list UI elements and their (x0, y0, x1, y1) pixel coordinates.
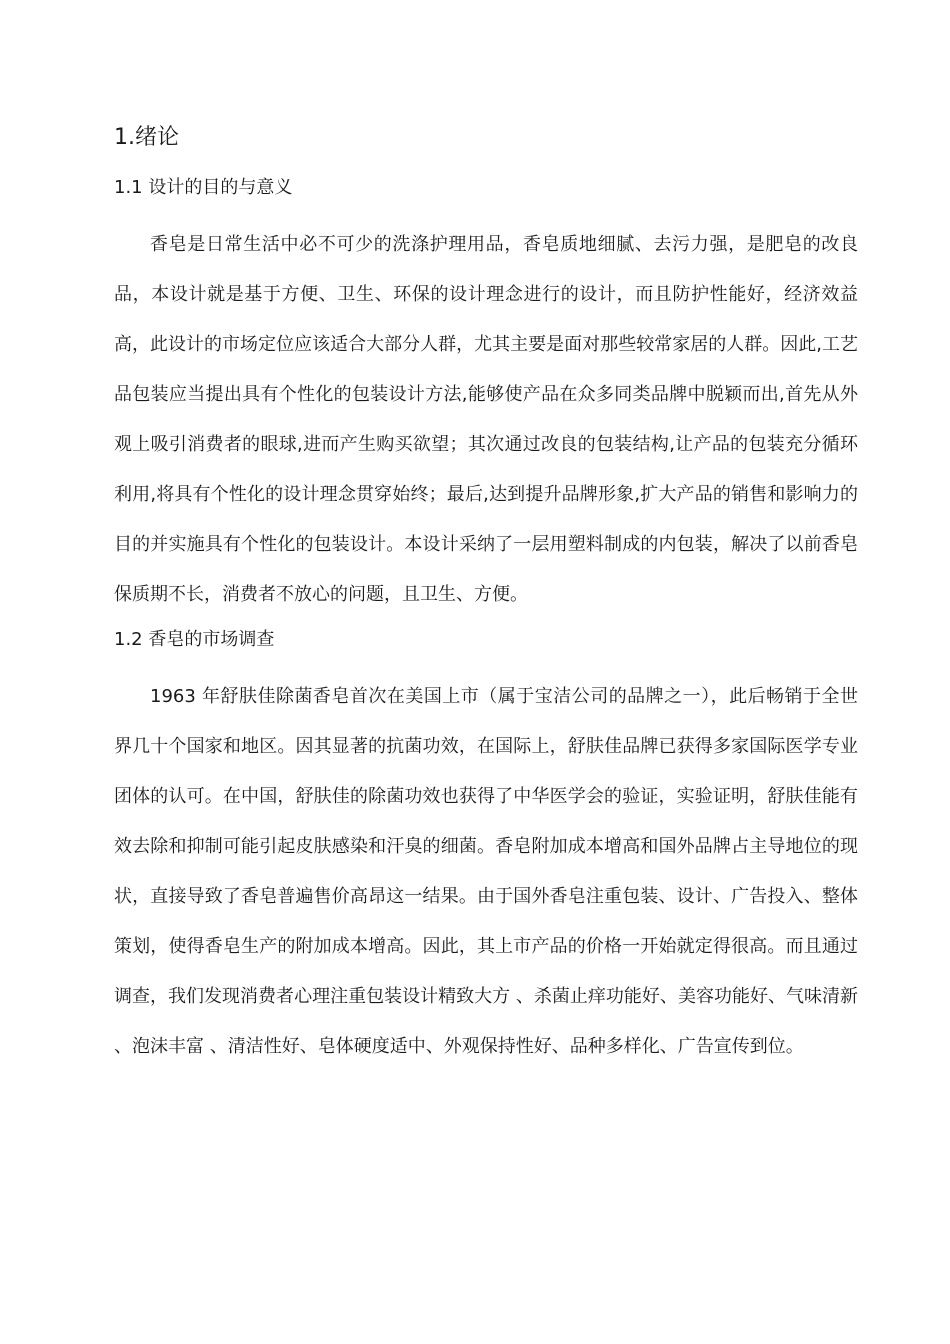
chapter-title: 1.绪论 (114, 125, 179, 150)
section-heading-1-1: 1.1 设计的目的与意义 (114, 177, 293, 198)
section-paragraph-1-2: 1963 年舒肤佳除菌香皂首次在美国上市（属于宝洁公司的品牌之一），此后畅销于全世界几十个国家和地区。因其显著的抗菌功效，在国际上，舒肤佳品牌已获得多家国际医学专业团体的认可。在中国，舒肤佳的除菌功效也获得了中华医学会的验证，实验证明，舒肤佳能有效去除和抑制可能引起皮肤感染和汗臭的细菌。香皂附加成本增高和国外品牌占主导地位的现状，直接导致了香皂普遍售价高昂这一结果。由于国外香皂注重包装、设计、广告投入、整体策划，使得香皂生产的附加成本增高。因此，其上市产品的价格一开始就定得很高。而且通过调查，我们发现消费者心理注重包装设计精致大方 、杀菌止痒功能好、美容功能好、气味清新 、泡沫丰富 、清洁性好、皂体硬度适中、外观保持性好、品种多样化、广告宣传到位。 (114, 686, 858, 1057)
section-heading-1-2: 1.2 香皂的市场调查 (114, 629, 275, 650)
section-paragraph-1-1: 香皂是日常生活中必不可少的洗涤护理用品，香皂质地细腻、去污力强，是肥皂的改良品，本设计就是基于方便、卫生、环保的设计理念进行的设计，而且防护性能好，经济效益高，此设计的市场定位应该适合大部分人群，尤其主要是面对那些较常家居的人群。因此,工艺品包装应当提出具有个性化的包装设计方法,能够使产品在众多同类品牌中脱颖而出,首先从外观上吸引消费者的眼球,进而产生购买欲望；其次通过改良的包装结构,让产品的包装充分循环利用,将具有个性化的设计理念贯穿始终；最后,达到提升品牌形象,扩大产品的销售和影响力的目的并实施具有个性化的包装设计。本设计采纳了一层用塑料制成的内包装，解决了以前香皂保质期不长，消费者不放心的问题，且卫生、方便。 (114, 234, 858, 605)
